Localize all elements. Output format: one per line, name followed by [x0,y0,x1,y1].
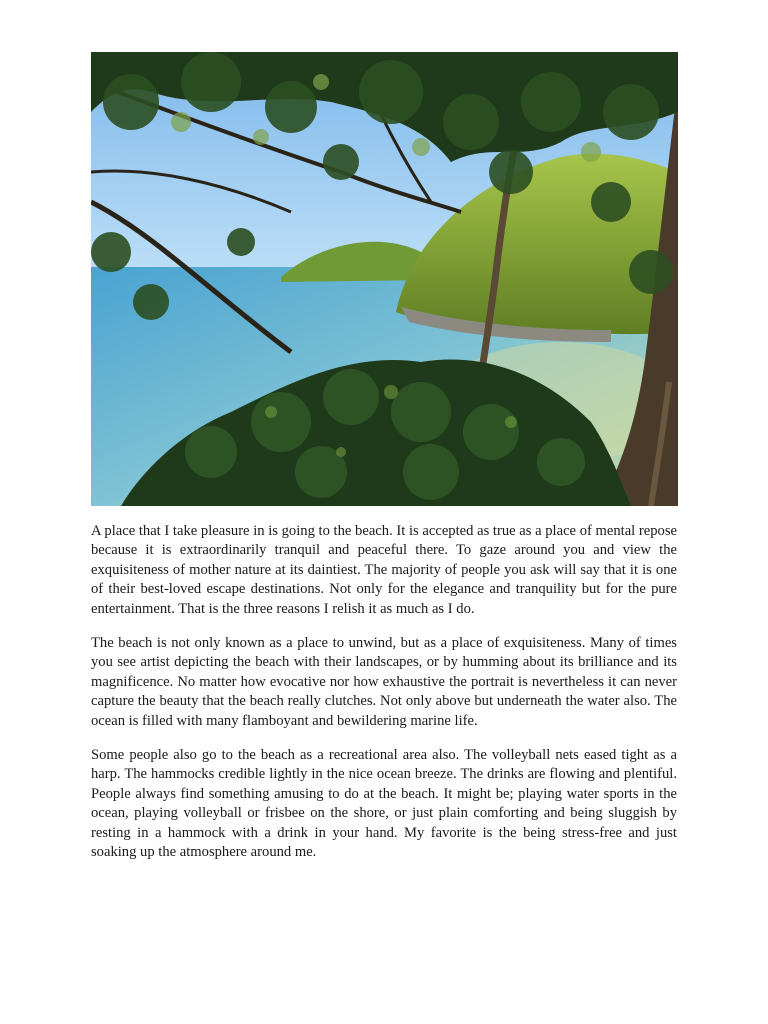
beach-photo [91,52,678,506]
beach-photo-illustration [91,52,678,506]
paragraph-1: A place that I take pleasure in is going to the beach. It is accepted as true as a place of mental repose because it is extraordinarily tranquil and peaceful there. To gaze around you and view the exquisiteness of mother nature at its daintiest. The majority of people you ask will say that it is one of their best-loved escape destinations. Not only for the elegance and tranquility but for the pure entertainment. That is the three reasons I relish it as much as I do. [91,523,677,617]
paragraph-2: The beach is not only known as a place to unwind, but as a place of exquisiteness. Many of times you see artist depicting the beach with their landscapes, or by humming about its brilliance and its magnificence. No matter how evocative nor how exhaustive the portrait is nevertheless it can never capture the beauty that the beach really clutches. Not only above but underneath the water also. The ocean is filled with many flamboyant and bewildering marine life. [91,635,677,729]
body-text [91,522,677,878]
paragraph-3: Some people also go to the beach as a recreational area also. The volleyball nets eased tight as a harp. The hammocks credible lightly in the nice ocean breeze. The drinks are flowing and plentiful. People always find something amusing to do at the beach. It might be; playing water sports in the ocean, playing volleyball or frisbee on the shore, or just plain comforting and being sluggish by resting in a hammock with a drink in your hand. My favorite is the being stress-free and just soaking up the atmosphere around me. [91,747,677,861]
